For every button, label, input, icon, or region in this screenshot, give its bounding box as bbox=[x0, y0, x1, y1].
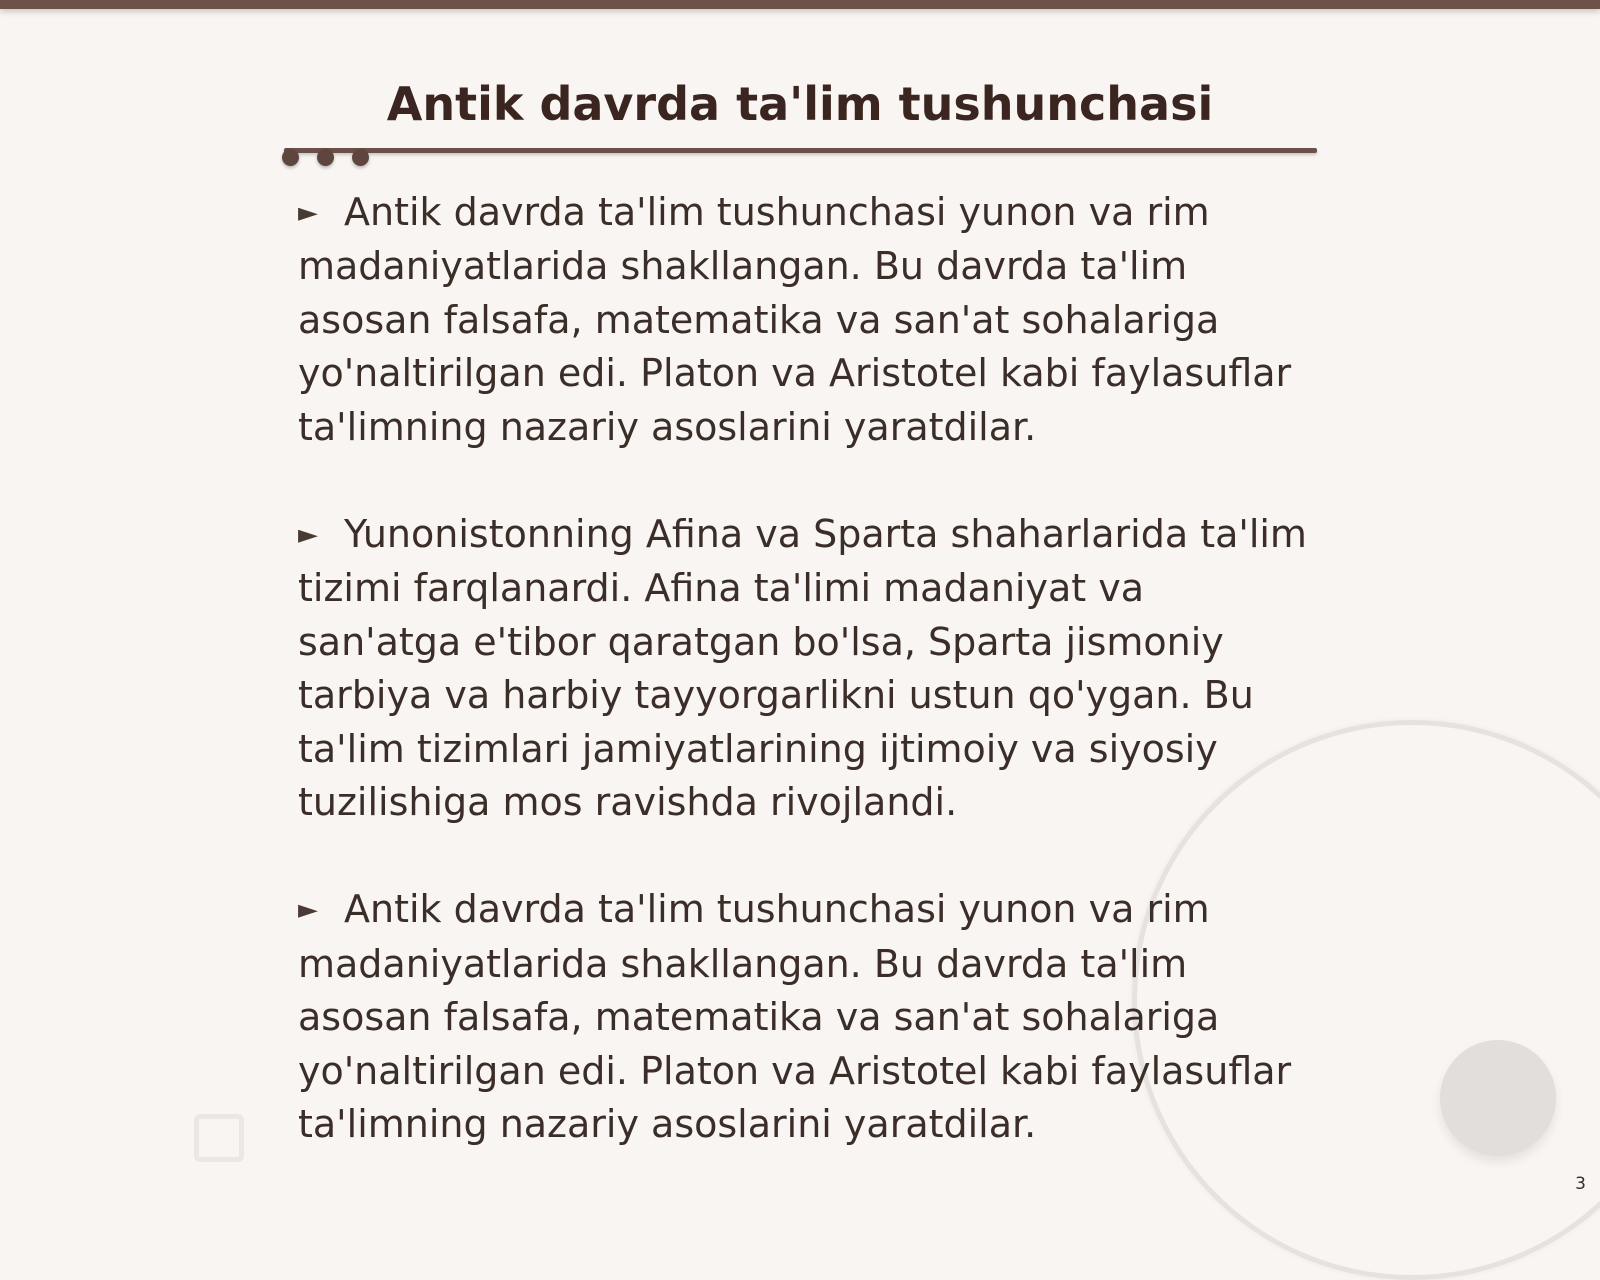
decorative-circle bbox=[1440, 1040, 1556, 1156]
paragraph-text: Yunonistonning Afina va Sparta shaharlarida ta'lim tizimi farqlanardi. Afina ta'limi madaniyat va san'atga e'tibor qaratgan bo'lsa, Sparta jismoniy tarbiya va harbiy tayyorgarlikni ustun qo'ygan. Bu ta'lim tizimlari jamiyatlarining ijtimoiy va siyosiy tuzilishiga mos ravishda rivojlandi. bbox=[298, 512, 1307, 825]
paragraph-text: Antik davrda ta'lim tushunchasi yunon va rim madaniyatlarida shakllangan. Bu davrda ta'lim asosan falsafa, matematika va san'at sohalariga yo'naltirilgan edi. Platon va Aristotel kabi faylasuflar ta'limning nazariy asoslarini yaratdilar. bbox=[298, 887, 1292, 1147]
decorative-dot bbox=[352, 149, 369, 166]
triangle-bullet-icon: ► bbox=[298, 520, 318, 551]
decorative-dot bbox=[317, 149, 334, 166]
title-underline bbox=[284, 148, 1317, 153]
paragraph-text: Antik davrda ta'lim tushunchasi yunon va rim madaniyatlarida shakllangan. Bu davrda ta'lim asosan falsafa, matematika va san'at sohalariga yo'naltirilgan edi. Platon va Aristotel kabi faylasuflar ta'limning nazariy asoslarini yaratdilar. bbox=[298, 190, 1292, 449]
decorative-square bbox=[194, 1114, 244, 1162]
decorative-dot bbox=[282, 149, 299, 166]
bullet-paragraph bbox=[298, 883, 1308, 1151]
top-accent-bar bbox=[0, 0, 1600, 9]
slide-title: Antik davrda ta'lim tushunchasi bbox=[386, 77, 1214, 131]
triangle-bullet-icon: ► bbox=[298, 198, 318, 228]
page-number: 3 bbox=[1575, 1174, 1586, 1194]
bullet-paragraph bbox=[298, 508, 1308, 829]
slide-body bbox=[298, 186, 1308, 1206]
bullet-paragraph bbox=[298, 186, 1308, 454]
triangle-bullet-icon: ► bbox=[298, 895, 318, 926]
